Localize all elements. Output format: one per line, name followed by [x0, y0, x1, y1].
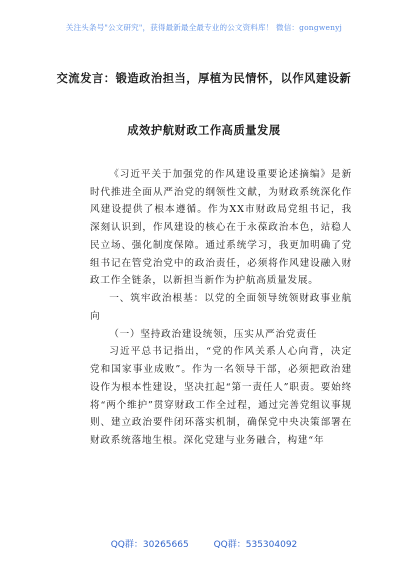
- paragraph-body: 习近平总书记指出，“党的作风关系人心向背，决定党和国家事业成败”。作为一名领导干部，必须把政治建设作为根本性建设，坚决扛起“第一责任人”职责。要始终将“两个维护”贯穿财政工作全过程，通过完善党组议事规则、建立政治要件闭环落实机制，确保党中央决策部署在财政系统落地生根。深化党建与业务融合，构建“年: [90, 346, 352, 447]
- section-heading: 一、筑牢政治根基：以党的全面领导统领财政事业航向: [90, 293, 352, 322]
- header-banner: 关注头条号"公文研究"，获得最新最全最专业的公文资料库！ 微信：gongwenyj: [65, 23, 343, 32]
- paragraph-intro: 《习近平关于加强党的作风建设重要论述摘编》是新时代推进全面从严治党的纲领性文献，为财政系统深化作风建设提供了根本遵循。作为XX市财政局党组书记，我深刻认识到，作风建设的核心在于永葆政治本色，站稳人民立场、强化制度保障。通过系统学习，我更加明确了党组书记在管党治党中的政治责任，必须将作风建设融入财政工作全链条，以新担当新作为护航高质量发展。: [90, 169, 352, 287]
- footer-qq-group-2: QQ群：535304092: [213, 540, 298, 550]
- document-title-line-1: 交流发言：锻造政治担当，厚植为民情怀，以作风建设新: [56, 71, 352, 85]
- subsection-heading: （一）坚持政治建设统领，压实从严治党责任: [109, 328, 318, 340]
- document-title-line-2: 成效护航财政工作高质量发展: [127, 123, 281, 137]
- footer-qq-group-1: QQ群：30265665: [110, 540, 189, 550]
- footer: [0, 537, 408, 550]
- document-body: [90, 166, 352, 450]
